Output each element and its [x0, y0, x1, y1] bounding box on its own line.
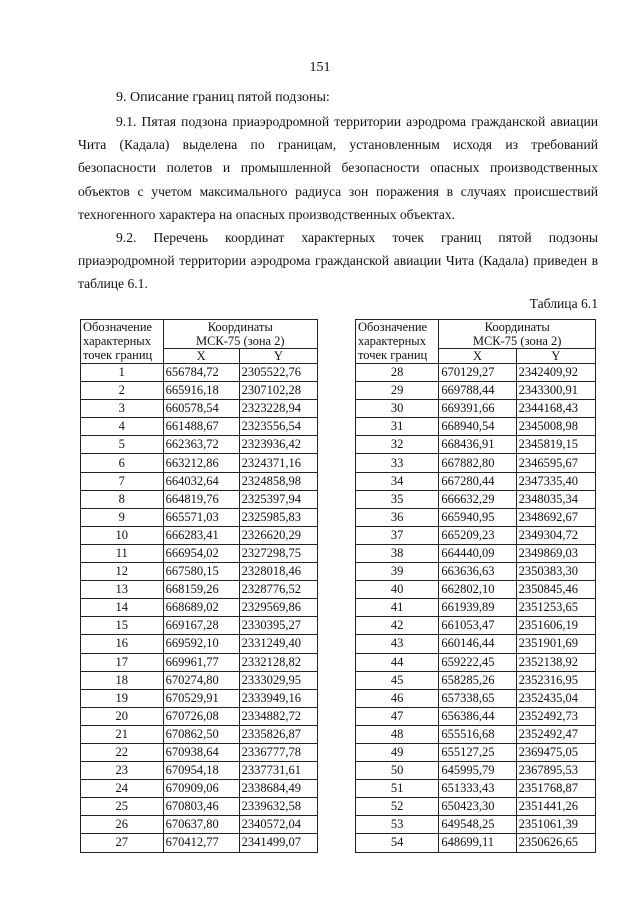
point-number-cell: 27 [81, 834, 164, 852]
header-coords-line2: МСК-75 (зона 2) [195, 334, 285, 348]
table-row [356, 418, 596, 436]
paragraph-9-2-text: 9.2. Перечень координат характерных точек границ пятой подзоны приаэродромной территории аэродрома гражданской авиации Чита (Кадала) приведен в таблице 6.1. [78, 230, 598, 292]
point-number-cell: 50 [356, 762, 439, 780]
header-label-line1: Обозначение [83, 320, 153, 334]
point-number-cell: 36 [356, 508, 439, 526]
point-number-cell: 45 [356, 671, 439, 689]
point-number-cell: 53 [356, 816, 439, 834]
y-coordinate-cell: 2336777,78 [239, 743, 317, 761]
point-number-cell: 46 [356, 689, 439, 707]
header-coordinates [163, 320, 317, 349]
table-row [81, 581, 318, 599]
y-coordinate-cell: 2307102,28 [239, 382, 317, 400]
x-coordinate-cell: 670862,50 [163, 725, 239, 743]
y-coordinate-cell: 2345008,98 [516, 418, 595, 436]
point-number-cell: 40 [356, 581, 439, 599]
header-x: X [439, 349, 516, 364]
table-row [356, 544, 596, 562]
x-coordinate-cell: 670129,27 [439, 364, 516, 382]
point-number-cell: 52 [356, 798, 439, 816]
table-row [81, 436, 318, 454]
x-coordinate-cell: 665209,23 [439, 526, 516, 544]
point-number-cell: 12 [81, 563, 164, 581]
header-label-line3: точек границ [83, 348, 153, 362]
point-number-cell: 10 [81, 526, 164, 544]
point-number-cell: 19 [81, 689, 164, 707]
table-row [356, 617, 596, 635]
table-row [81, 653, 318, 671]
paragraph-9-2 [78, 226, 598, 296]
point-number-cell: 48 [356, 725, 439, 743]
x-coordinate-cell: 651333,43 [439, 780, 516, 798]
table-row [356, 653, 596, 671]
point-number-cell: 13 [81, 581, 164, 599]
y-coordinate-cell: 2323556,54 [239, 418, 317, 436]
x-coordinate-cell: 669961,77 [163, 653, 239, 671]
y-coordinate-cell: 2341499,07 [239, 834, 317, 852]
point-number-cell: 5 [81, 436, 164, 454]
point-number-cell: 16 [81, 635, 164, 653]
table-row [81, 725, 318, 743]
point-number-cell: 18 [81, 671, 164, 689]
y-coordinate-cell: 2367895,53 [516, 762, 595, 780]
y-coordinate-cell: 2305522,76 [239, 364, 317, 382]
x-coordinate-cell: 664819,76 [163, 490, 239, 508]
table-row [81, 689, 318, 707]
x-coordinate-cell: 649548,25 [439, 816, 516, 834]
table-row [356, 508, 596, 526]
x-coordinate-cell: 667280,44 [439, 472, 516, 490]
header-point-label [356, 320, 439, 364]
y-coordinate-cell: 2330395,27 [239, 617, 317, 635]
y-coordinate-cell: 2338684,49 [239, 780, 317, 798]
header-label-line1: Обозначение [358, 320, 428, 334]
y-coordinate-cell: 2348692,67 [516, 508, 595, 526]
y-coordinate-cell: 2324858,98 [239, 472, 317, 490]
table-row [356, 400, 596, 418]
table-row [356, 762, 596, 780]
point-number-cell: 15 [81, 617, 164, 635]
paragraph-9-1-text: 9.1. Пятая подзона приаэродромной территории аэродрома гражданской авиации Чита (Кадала) выделена по границам, установленным исходя из требований безопасности полетов и промышленной безопасности опасных производственных объектов с учетом максимального радиуса зон поражения в случаях происшествий техногенного характера на опасных производственных объектах. [78, 114, 598, 222]
table-row [81, 526, 318, 544]
y-coordinate-cell: 2350845,46 [516, 581, 595, 599]
point-number-cell: 23 [81, 762, 164, 780]
y-coordinate-cell: 2351441,26 [516, 798, 595, 816]
table-row [356, 707, 596, 725]
x-coordinate-cell: 668940,54 [439, 418, 516, 436]
table-row [356, 635, 596, 653]
point-number-cell: 29 [356, 382, 439, 400]
point-number-cell: 8 [81, 490, 164, 508]
point-number-cell: 33 [356, 454, 439, 472]
x-coordinate-cell: 664032,64 [163, 472, 239, 490]
header-coordinates [439, 320, 596, 349]
header-coords-line1: Координаты [484, 320, 550, 334]
point-number-cell: 9 [81, 508, 164, 526]
x-coordinate-cell: 667882,80 [439, 454, 516, 472]
point-number-cell: 21 [81, 725, 164, 743]
point-number-cell: 51 [356, 780, 439, 798]
header-coords-line2: МСК-75 (зона 2) [472, 334, 562, 348]
y-coordinate-cell: 2324371,16 [239, 454, 317, 472]
x-coordinate-cell: 669167,28 [163, 617, 239, 635]
y-coordinate-cell: 2344168,43 [516, 400, 595, 418]
table-row [356, 725, 596, 743]
x-coordinate-cell: 670909,06 [163, 780, 239, 798]
y-coordinate-cell: 2329569,86 [239, 599, 317, 617]
table-row [356, 581, 596, 599]
table-row [356, 472, 596, 490]
point-number-cell: 26 [81, 816, 164, 834]
y-coordinate-cell: 2339632,58 [239, 798, 317, 816]
header-label-line3: точек границ [358, 348, 428, 362]
x-coordinate-cell: 661488,67 [163, 418, 239, 436]
point-number-cell: 39 [356, 563, 439, 581]
y-coordinate-cell: 2342409,92 [516, 364, 595, 382]
x-coordinate-cell: 663636,63 [439, 563, 516, 581]
point-number-cell: 28 [356, 364, 439, 382]
x-coordinate-cell: 656784,72 [163, 364, 239, 382]
x-coordinate-cell: 656386,44 [439, 707, 516, 725]
y-coordinate-cell: 2334882,72 [239, 707, 317, 725]
x-coordinate-cell: 661939,89 [439, 599, 516, 617]
header-point-label [81, 320, 164, 364]
table-row [356, 743, 596, 761]
y-coordinate-cell: 2328776,52 [239, 581, 317, 599]
y-coordinate-cell: 2343300,91 [516, 382, 595, 400]
x-coordinate-cell: 670529,91 [163, 689, 239, 707]
table-row [81, 743, 318, 761]
x-coordinate-cell: 668436,91 [439, 436, 516, 454]
point-number-cell: 11 [81, 544, 164, 562]
table-row [81, 617, 318, 635]
x-coordinate-cell: 662363,72 [163, 436, 239, 454]
y-coordinate-cell: 2331249,40 [239, 635, 317, 653]
table-row [356, 526, 596, 544]
point-number-cell: 7 [81, 472, 164, 490]
point-number-cell: 25 [81, 798, 164, 816]
x-coordinate-cell: 659222,45 [439, 653, 516, 671]
coordinates-table-right [355, 319, 596, 853]
x-coordinate-cell: 670726,08 [163, 707, 239, 725]
table-row [356, 671, 596, 689]
y-coordinate-cell: 2345819,15 [516, 436, 595, 454]
point-number-cell: 43 [356, 635, 439, 653]
x-coordinate-cell: 657338,65 [439, 689, 516, 707]
y-coordinate-cell: 2333949,16 [239, 689, 317, 707]
table-row [81, 762, 318, 780]
y-coordinate-cell: 2351606,19 [516, 617, 595, 635]
x-coordinate-cell: 669592,10 [163, 635, 239, 653]
y-coordinate-cell: 2352492,73 [516, 707, 595, 725]
point-number-cell: 20 [81, 707, 164, 725]
table-row [356, 490, 596, 508]
table-row [81, 508, 318, 526]
y-coordinate-cell: 2327298,75 [239, 544, 317, 562]
point-number-cell: 31 [356, 418, 439, 436]
point-number-cell: 34 [356, 472, 439, 490]
y-coordinate-cell: 2352435,04 [516, 689, 595, 707]
table-row [356, 780, 596, 798]
table-row [81, 563, 318, 581]
x-coordinate-cell: 666632,29 [439, 490, 516, 508]
y-coordinate-cell: 2333029,95 [239, 671, 317, 689]
table-row [81, 418, 318, 436]
point-number-cell: 37 [356, 526, 439, 544]
header-x: X [163, 349, 239, 364]
table-row [81, 544, 318, 562]
point-number-cell: 24 [81, 780, 164, 798]
y-coordinate-cell: 2346595,67 [516, 454, 595, 472]
x-coordinate-cell: 667580,15 [163, 563, 239, 581]
table-row [81, 671, 318, 689]
table-row [356, 689, 596, 707]
point-number-cell: 4 [81, 418, 164, 436]
x-coordinate-cell: 670803,46 [163, 798, 239, 816]
table-row [81, 707, 318, 725]
x-coordinate-cell: 665940,95 [439, 508, 516, 526]
y-coordinate-cell: 2351901,69 [516, 635, 595, 653]
table-row [81, 599, 318, 617]
y-coordinate-cell: 2326620,29 [239, 526, 317, 544]
point-number-cell: 6 [81, 454, 164, 472]
x-coordinate-cell: 670637,80 [163, 816, 239, 834]
point-number-cell: 49 [356, 743, 439, 761]
x-coordinate-cell: 650423,30 [439, 798, 516, 816]
x-coordinate-cell: 658285,26 [439, 671, 516, 689]
page-number: 151 [309, 60, 331, 75]
header-label-line2: характерных [83, 334, 151, 348]
header-label-line2: характерных [358, 334, 426, 348]
y-coordinate-cell: 2352316,95 [516, 671, 595, 689]
x-coordinate-cell: 665916,18 [163, 382, 239, 400]
y-coordinate-cell: 2352138,92 [516, 653, 595, 671]
table-body-left [81, 364, 318, 853]
x-coordinate-cell: 670938,64 [163, 743, 239, 761]
x-coordinate-cell: 668159,26 [163, 581, 239, 599]
y-coordinate-cell: 2369475,05 [516, 743, 595, 761]
table-row [81, 472, 318, 490]
y-coordinate-cell: 2328018,46 [239, 563, 317, 581]
header-coords-line1: Координаты [207, 320, 273, 334]
x-coordinate-cell: 665571,03 [163, 508, 239, 526]
table-row [81, 798, 318, 816]
y-coordinate-cell: 2351061,39 [516, 816, 595, 834]
point-number-cell: 54 [356, 834, 439, 852]
table-row [356, 382, 596, 400]
x-coordinate-cell: 663212,86 [163, 454, 239, 472]
point-number-cell: 35 [356, 490, 439, 508]
x-coordinate-cell: 668689,02 [163, 599, 239, 617]
table-row [356, 563, 596, 581]
table-row [81, 454, 318, 472]
y-coordinate-cell: 2325397,94 [239, 490, 317, 508]
table-row [81, 490, 318, 508]
table-row [356, 454, 596, 472]
point-number-cell: 14 [81, 599, 164, 617]
point-number-cell: 22 [81, 743, 164, 761]
table-row [81, 635, 318, 653]
table-caption: Таблица 6.1 [529, 296, 598, 311]
y-coordinate-cell: 2340572,04 [239, 816, 317, 834]
table-row [81, 780, 318, 798]
table-row [356, 364, 596, 382]
table-row [81, 400, 318, 418]
point-number-cell: 1 [81, 364, 164, 382]
x-coordinate-cell: 670954,18 [163, 762, 239, 780]
x-coordinate-cell: 645995,79 [439, 762, 516, 780]
x-coordinate-cell: 670412,77 [163, 834, 239, 852]
table-row [81, 816, 318, 834]
y-coordinate-cell: 2332128,82 [239, 653, 317, 671]
x-coordinate-cell: 669788,44 [439, 382, 516, 400]
y-coordinate-cell: 2351768,87 [516, 780, 595, 798]
point-number-cell: 42 [356, 617, 439, 635]
y-coordinate-cell: 2350383,30 [516, 563, 595, 581]
x-coordinate-cell: 655516,68 [439, 725, 516, 743]
table-row [81, 382, 318, 400]
point-number-cell: 38 [356, 544, 439, 562]
x-coordinate-cell: 648699,11 [439, 834, 516, 852]
y-coordinate-cell: 2337731,61 [239, 762, 317, 780]
x-coordinate-cell: 666283,41 [163, 526, 239, 544]
y-coordinate-cell: 2350626,65 [516, 834, 595, 852]
x-coordinate-cell: 660146,44 [439, 635, 516, 653]
header-y: Y [516, 349, 595, 364]
x-coordinate-cell: 669391,66 [439, 400, 516, 418]
x-coordinate-cell: 661053,47 [439, 617, 516, 635]
x-coordinate-cell: 660578,54 [163, 400, 239, 418]
table-row [356, 834, 596, 852]
y-coordinate-cell: 2335826,87 [239, 725, 317, 743]
y-coordinate-cell: 2349304,72 [516, 526, 595, 544]
y-coordinate-cell: 2352492,47 [516, 725, 595, 743]
x-coordinate-cell: 666954,02 [163, 544, 239, 562]
x-coordinate-cell: 664440,09 [439, 544, 516, 562]
y-coordinate-cell: 2323228,94 [239, 400, 317, 418]
table-body-right [356, 364, 596, 853]
header-y: Y [239, 349, 317, 364]
point-number-cell: 30 [356, 400, 439, 418]
point-number-cell: 3 [81, 400, 164, 418]
table-row [356, 798, 596, 816]
table-row [81, 834, 318, 852]
x-coordinate-cell: 655127,25 [439, 743, 516, 761]
point-number-cell: 44 [356, 653, 439, 671]
paragraph-9-1 [78, 110, 598, 226]
point-number-cell: 2 [81, 382, 164, 400]
section-heading: 9. Описание границ пятой подзоны: [116, 90, 330, 105]
table-row [81, 364, 318, 382]
table-row [356, 816, 596, 834]
x-coordinate-cell: 662802,10 [439, 581, 516, 599]
y-coordinate-cell: 2325985,83 [239, 508, 317, 526]
table-row [356, 436, 596, 454]
y-coordinate-cell: 2347335,40 [516, 472, 595, 490]
point-number-cell: 32 [356, 436, 439, 454]
y-coordinate-cell: 2351253,65 [516, 599, 595, 617]
point-number-cell: 47 [356, 707, 439, 725]
y-coordinate-cell: 2348035,34 [516, 490, 595, 508]
y-coordinate-cell: 2323936,42 [239, 436, 317, 454]
point-number-cell: 41 [356, 599, 439, 617]
coordinates-table-left [80, 319, 318, 853]
x-coordinate-cell: 670274,80 [163, 671, 239, 689]
point-number-cell: 17 [81, 653, 164, 671]
table-row [356, 599, 596, 617]
y-coordinate-cell: 2349869,03 [516, 544, 595, 562]
